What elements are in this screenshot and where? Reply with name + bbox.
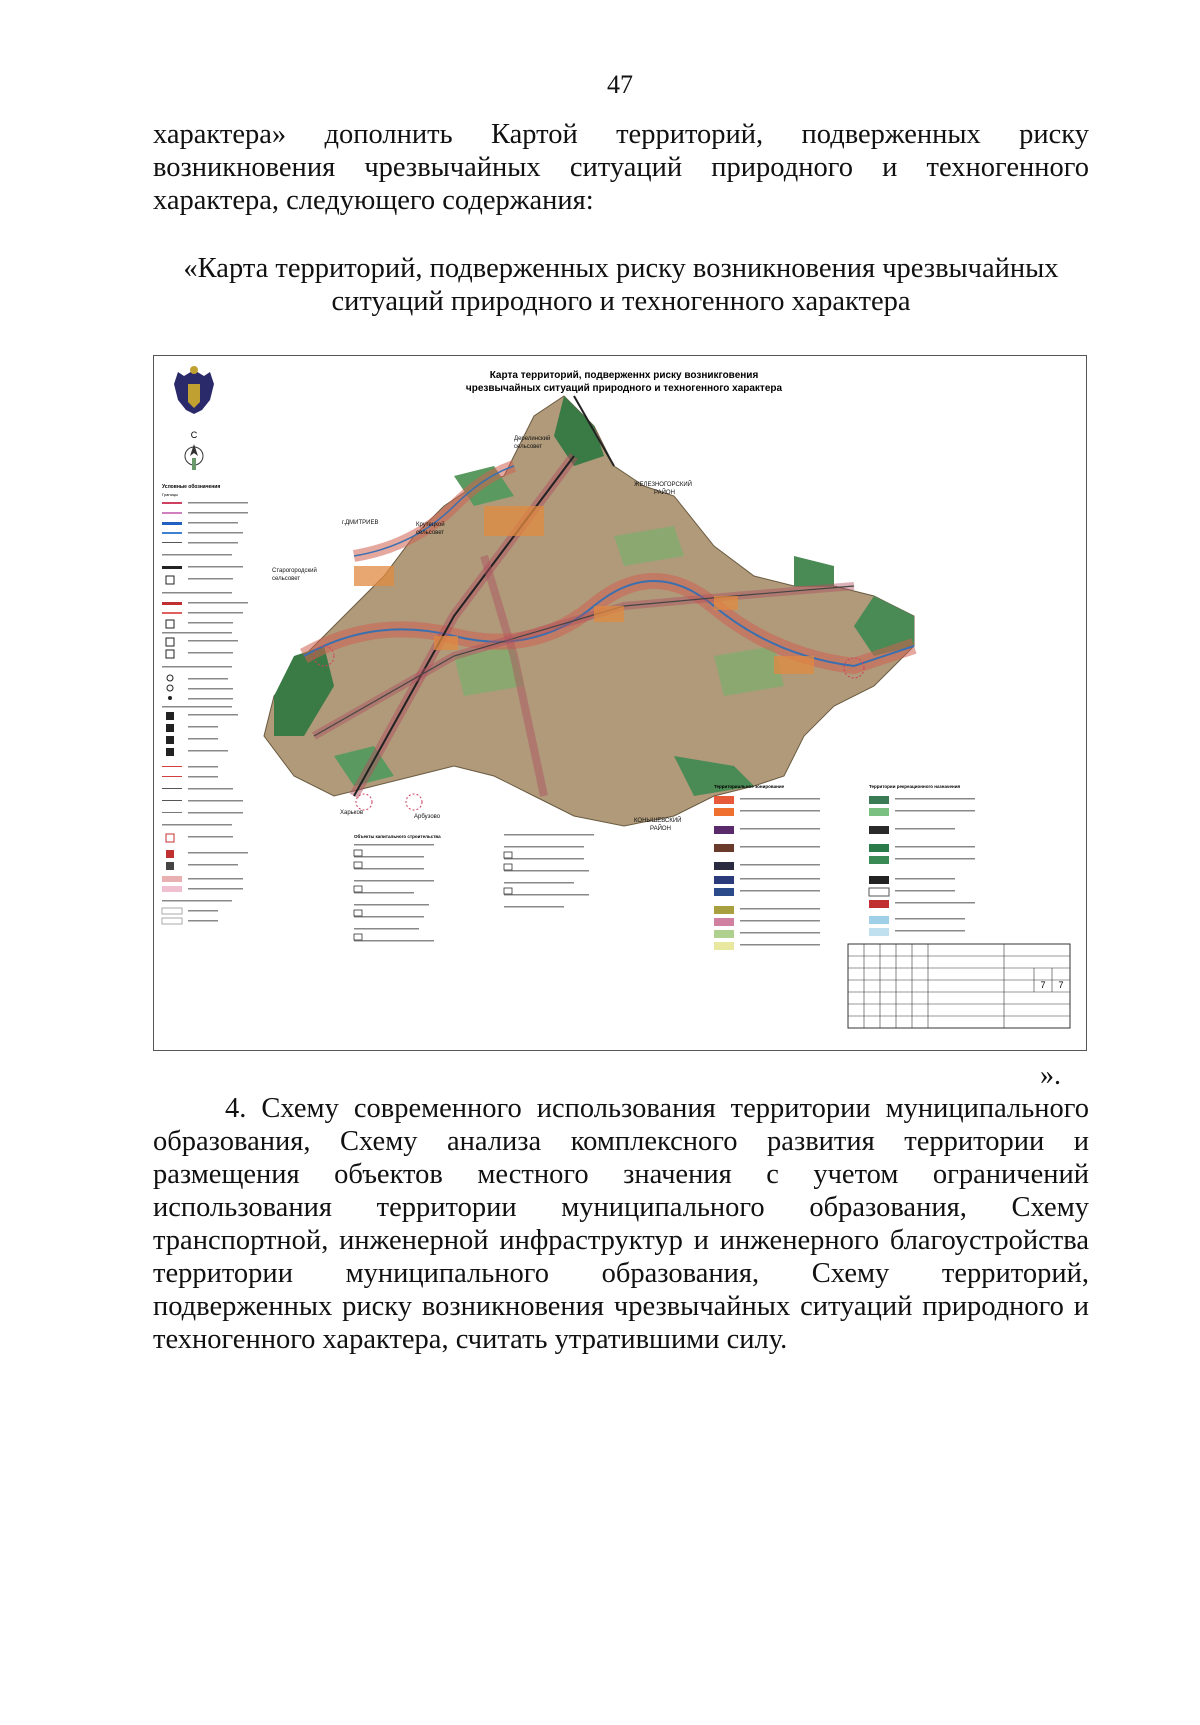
map-legend-left xyxy=(162,483,248,924)
label-kharkov: Харьков xyxy=(340,810,364,816)
svg-text:Территории рекреационного назн: Территории рекреационного назначения xyxy=(869,784,961,789)
svg-text:Объекты капитального строитель: Объекты капитального строительства xyxy=(354,834,441,839)
svg-text:С: С xyxy=(190,430,198,440)
label-konyshevsky-2: РАЙОН xyxy=(650,826,671,832)
label-derelinsky: Дерелинский xyxy=(514,436,551,442)
label-zheleznogorsky: ЖЕЛЕЗНОГОРСКИЙ xyxy=(634,482,692,488)
label-starogorodsky-2: сельсовет xyxy=(272,576,301,582)
label-starogorodsky: Старогородский xyxy=(272,568,317,574)
page-number: 47 xyxy=(607,70,633,99)
label-konyshevsky: КОНЫШЕВСКИЙ xyxy=(634,818,682,824)
label-zheleznogorsky-2: РАЙОН xyxy=(654,490,675,496)
risk-map-figure xyxy=(153,355,1087,1051)
svg-text:Территориальное зонирование: Территориальное зонирование xyxy=(714,784,785,789)
intro-paragraph: характера» дополнить Картой территорий, подверженных риску возникновения чрезвычайных ситуаций природного и техногенного характера, следующего содержания: xyxy=(153,119,1089,216)
map-title-line-1: Карта территорий, подверженнх риску возникговения xyxy=(489,370,759,381)
label-kruteshi-2: сельсовет xyxy=(416,530,445,536)
north-arrow-icon xyxy=(185,430,203,470)
label-derelinsky-2: сельсовет xyxy=(514,444,543,450)
map-title-line-2: чрезвычайных ситуаций природного и техногенного характера xyxy=(465,383,783,394)
district-territory xyxy=(264,396,914,826)
map-caption-line-1: «Карта территорий, подверженных риску возникновения чрезвычайных xyxy=(183,253,1059,284)
label-arbuzovo: Арбузово xyxy=(414,814,441,820)
coat-of-arms-emblem xyxy=(174,366,214,414)
stamp-sheet-total: 7 xyxy=(1058,980,1064,990)
stamp-sheet-number: 7 xyxy=(1040,980,1046,990)
item-4-paragraph: 4. Схему современного использования территории муниципального образования, Схему анализа комплексного развития территории и размещения объектов местного значения с учетом ограничений использования территории муниципального образования, Схему транспортной, инженерной инфраструктур и инженерного благоустройства территории муниципального образования, Схему территорий, подверженных риску возникновения чрезвычайных ситуаций природного и техногенного характера, считать утратившими силу. xyxy=(153,1093,1089,1355)
map-caption-title xyxy=(153,252,1089,318)
closing-quote: ». xyxy=(1040,1060,1061,1091)
map-caption-line-2: ситуаций природного и техногенного характера xyxy=(331,286,911,317)
drawing-stamp xyxy=(848,944,1070,1028)
svg-text:Границы: Границы xyxy=(162,492,178,497)
svg-text:Условные обозначения: Условные обозначения xyxy=(162,484,221,490)
label-dmitriev: г.ДМИТРИЕВ xyxy=(342,520,379,526)
risk-map-svg xyxy=(154,356,1088,1052)
label-kruteshi: Крутецкой xyxy=(416,522,445,528)
